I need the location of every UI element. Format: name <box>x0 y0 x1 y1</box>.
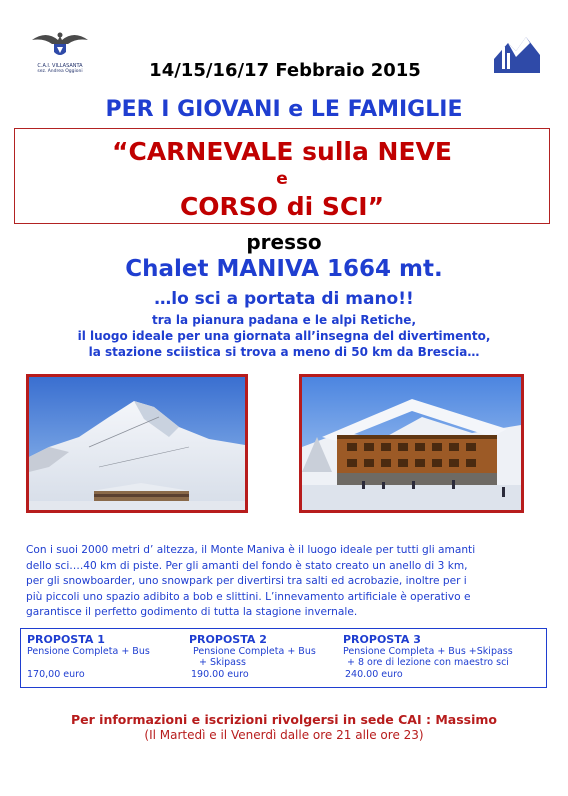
venue-name: Chalet MANIVA 1664 mt. <box>125 256 443 282</box>
offer-3-line1: Pensione Completa + Bus +Skipass <box>343 646 513 657</box>
offer-2-line2: + Skipass <box>199 657 246 668</box>
body-text-line-3: per gli snowboarder, uno snowpark per divertirsi tra salti ed acrobazie, inoltre per i <box>26 575 467 587</box>
venue-desc-3: la stazione sciistica si trova a meno di 50 km da Brescia… <box>88 345 480 359</box>
title-line-2: CORSO di SCI” <box>179 192 385 221</box>
offer-1-price: 170,00 euro <box>27 669 85 680</box>
chalet-photo <box>299 374 524 513</box>
offers-box <box>20 628 547 688</box>
body-text-line-2: dello sci….40 km di piste. Per gli amanti del fondo è stato creato un anello di 3 km, <box>26 560 468 572</box>
office-hours: (Il Martedì e il Venerdì dalle ore 21 alle ore 23) <box>144 728 424 742</box>
cai-villasanta-logo <box>28 28 92 80</box>
offer-2-price: 190.00 euro <box>191 669 249 680</box>
venue-desc-1: tra la pianura padana e le alpi Retiche, <box>151 313 416 327</box>
offer-1 <box>27 633 187 680</box>
mountain-icon <box>494 29 540 73</box>
offer-2-title: PROPOSTA 2 <box>189 633 267 646</box>
logo-left-text: C.A.I. VILLASANTA <box>37 63 83 69</box>
offer-1-title: PROPOSTA 1 <box>27 633 105 646</box>
mountain-photo <box>26 374 248 513</box>
title-line-1: “CARNEVALE sulla NEVE <box>112 137 452 166</box>
venue-desc-2: il luogo ideale per una giornata all’insegna del divertimento, <box>77 329 491 343</box>
offer-3 <box>343 633 543 680</box>
offer-2-line1: Pensione Completa + Bus <box>193 646 316 657</box>
body-text-line-5: garantisce il perfetto godimento di tutta la stagione invernale. <box>26 606 358 618</box>
body-text-line-1: Con i suoi 2000 metri d’ altezza, il Monte Maniva è il luogo ideale per tutti gli amanti <box>26 544 476 556</box>
presso-label: presso <box>246 230 322 254</box>
offer-1-line1: Pensione Completa + Bus <box>27 646 150 657</box>
contact-info: Per informazioni e iscrizioni rivolgersi in sede CAI : Massimo <box>71 712 497 727</box>
eagle-icon <box>28 28 92 62</box>
title-connector: e <box>276 169 288 189</box>
audience-heading: PER I GIOVANI e LE FAMIGLIE <box>105 97 463 122</box>
cai-villasanta-mountain-logo <box>494 29 540 73</box>
event-dates: 14/15/16/17 Febbraio 2015 <box>149 60 421 81</box>
offer-2 <box>189 633 349 680</box>
offer-3-title: PROPOSTA 3 <box>343 633 421 646</box>
body-text-line-4: più piccoli uno spazio adibito a bob e slittini. L’innevamento artificiale è operativo e <box>26 591 471 603</box>
offer-1-line2 <box>27 657 187 669</box>
venue-tagline: …lo sci a portata di mano!! <box>154 289 414 309</box>
logo-left-subtext: sez. Andrea Oggioni <box>37 69 83 74</box>
offer-3-line2: + 8 ore di lezione con maestro sci <box>347 657 509 668</box>
offer-3-price: 240.00 euro <box>345 669 403 680</box>
